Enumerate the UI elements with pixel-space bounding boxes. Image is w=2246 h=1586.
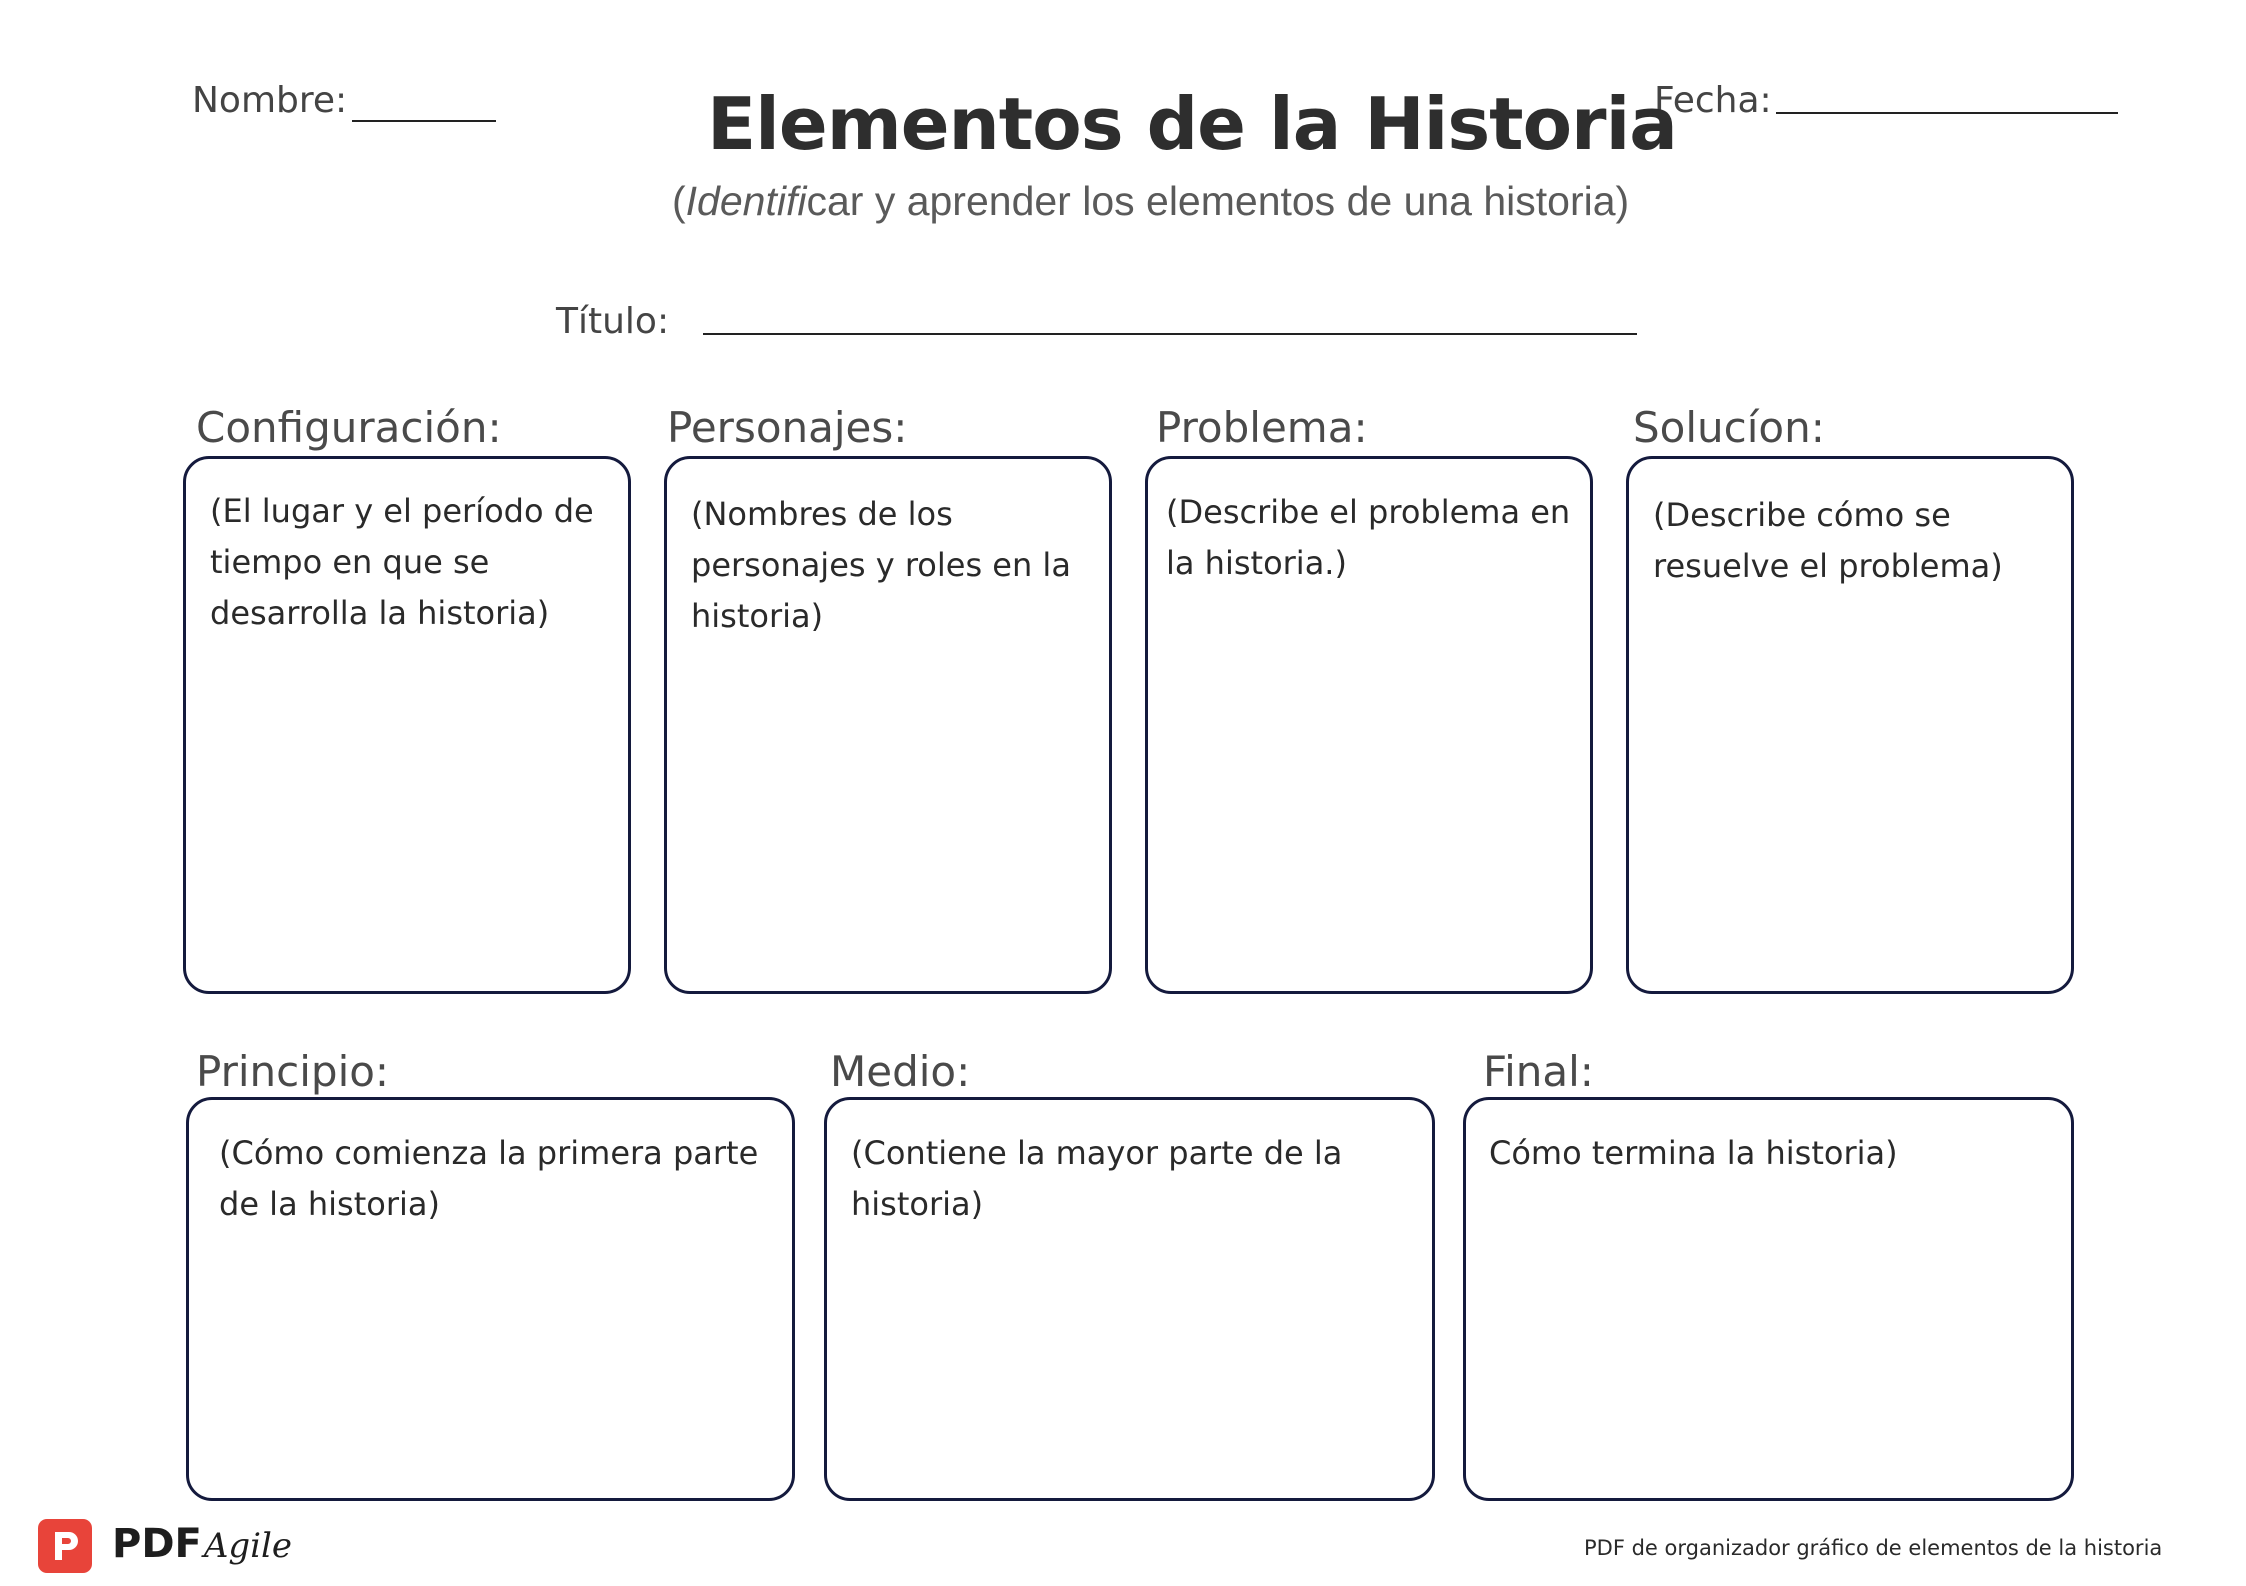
date-label: Fecha: xyxy=(1654,80,1772,121)
hint-solucion: (Describe cómo se resuelve el problema) xyxy=(1653,496,2003,585)
hint-configuracion: (El lugar y el período de tiempo en que se desarrolla la historia) xyxy=(210,492,594,632)
section-heading-final: Final: xyxy=(1483,1047,1594,1096)
logo-glyph xyxy=(38,1519,92,1573)
hint-personajes: (Nombres de los personajes y roles en la historia) xyxy=(691,495,1071,635)
section-heading-solucion: Solucíon: xyxy=(1633,403,1825,452)
page-title: Elementos de la Historia xyxy=(707,82,1677,166)
pdf-agile-logo-icon xyxy=(38,1519,92,1573)
story-title-label: Título: xyxy=(556,301,670,342)
brand-name xyxy=(112,1521,292,1567)
page-subtitle xyxy=(672,178,1629,225)
name-blank-line[interactable] xyxy=(352,120,496,122)
hint-problema: (Describe el problema en la historia.) xyxy=(1166,493,1571,582)
hint-principio: (Cómo comienza la primera parte de la historia) xyxy=(219,1134,759,1223)
subtitle-italic: Identifi xyxy=(685,178,807,224)
section-heading-personajes: Personajes: xyxy=(667,403,908,452)
hint-final: Cómo termina la historia) xyxy=(1489,1134,1898,1172)
date-blank-line[interactable] xyxy=(1776,112,2118,114)
section-heading-medio: Medio: xyxy=(830,1047,971,1096)
brand-script: Agile xyxy=(203,1526,293,1566)
story-title-blank-line[interactable] xyxy=(703,333,1637,335)
hint-medio: (Contiene la mayor parte de la historia) xyxy=(851,1134,1343,1223)
footer-note: PDF de organizador gráfico de elementos de la historia xyxy=(1584,1536,2163,1560)
section-heading-problema: Problema: xyxy=(1156,403,1368,452)
section-heading-principio: Principio: xyxy=(196,1047,390,1096)
brand-main: PDF xyxy=(112,1521,202,1567)
section-heading-configuracion: Configuración: xyxy=(196,403,502,452)
subtitle-open: ( xyxy=(672,178,686,224)
subtitle-rest: car y aprender los elementos de una historia) xyxy=(806,178,1630,224)
name-label: Nombre: xyxy=(192,80,348,121)
